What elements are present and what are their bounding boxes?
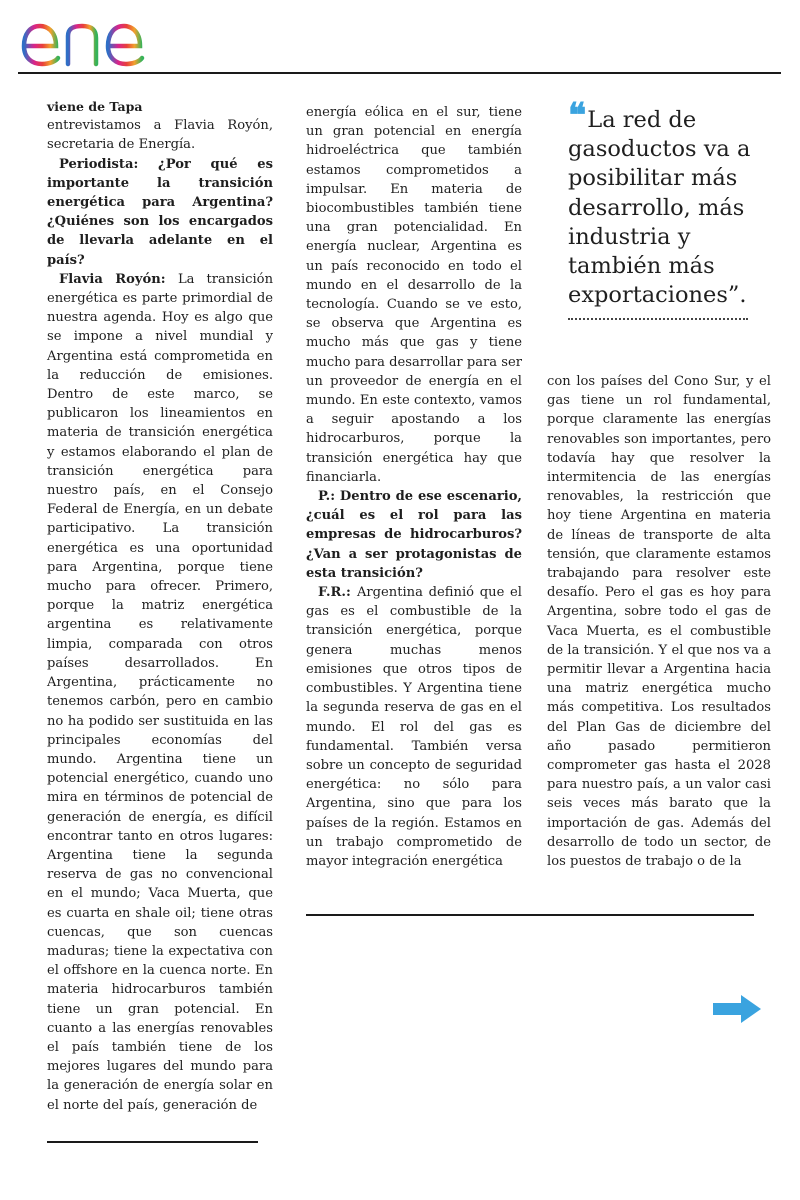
answer-2-paragraph [306, 583, 522, 871]
answer-1-text: La transición energética es parte primordial de nuestra agenda. Hoy es algo que se impone a nivel mundial y Argentina está comprometida en la reducción de emisiones. Dentro de este marco, se publicaron los lineamientos en materia de transición energética y estamos elaborando el plan de transición energética para nuestro país, en el Consejo Federal de Energía, en un debate participativo. La transición energética es una oportunidad para Argentina, porque tiene mucho para ofrecer. Primero, porque la matriz energética argentina es relativamente limpia, comparada con otros países desarrollados. En Argentina, prácticamente no tenemos carbón, pero en cambio no ha podido ser sustituida en las principales economías del mundo. Argentina tiene un potencial energético, cuando uno mira en términos de potencial de generación de energía, es difícil encontrar tanto en otros lugares: Argentina tiene la segunda reserva de gas no convencional en el mundo; Vaca Muerta, que es cuarta en shale oil; tiene otras cuencas, que son cuencas maduras; tiene la expectativa con el offshore en la cuenca norte. En materia hidrocarburos también tiene un gran potencial. En cuanto a las energías renovables el país también tiene de los mejores lugares del mundo para la generación de energía solar en el norte del país, generación de [47, 271, 273, 1113]
pull-quote-dotted-rule [568, 318, 748, 320]
svg-text:enel: enel [16, 6, 19, 7]
article-column-1 [47, 97, 273, 1115]
answer-2-text-cont: con los países del Cono Sur, y el gas tiene un rol fundamental, porque claramente las energías renovables son importantes, pero todavía hay que resolver la intermitencia de las energías renovables, la restricción que hoy tiene Argentina en materia de líneas de transporte de alta tensión, que claramente estamos trabajando para resolver este desafío. Pero el gas es hoy para Argentina, sobre todo el gas de Vaca Muerta, es el combustible de la transición. Y el que nos va a permitir llevar a Argentina hacia una matriz energética mucho más competitiva. Los resultados del Plan Gas de diciembre del año pasado permitieron comprometer gas hasta el 2028 para nuestro país, a un valor casi seis veces más barato que la importación de gas. Además del desarrollo de todo un sector, de los puestos de trabajo o de la [547, 374, 771, 870]
pull-quote [568, 96, 778, 310]
question-1-paragraph [47, 155, 273, 270]
intro-text: entrevistamos a Flavia Royón, secretaria de Energía. [47, 118, 273, 153]
arrow-right-icon[interactable] [711, 994, 763, 1024]
question-1-speaker: Periodista: [59, 156, 159, 172]
question-1-text: ¿Por qué es importante la transición energética para Argentina? ¿Quiénes son los encargados de llevarla adelante en el país? [47, 156, 273, 268]
answer-1-text-cont: energía eólica en el sur, tiene un gran potencial en energía hidroeléctrica que también estamos comprometidos a impulsar. En materia de biocombustibles también tiene una gran potencialidad. En energía nuclear, Argentina es un país reconocido en todo el mundo en el desarrollo de la tecnología. Cuando se ve esto, se observa que Argentina es mucho más que gas y tiene mucho para desarrollar para ser un proveedor de energía en el mundo. En este contexto, vamos a seguir apostando a los hidrocarburos, porque la transición energética hay que financiarla. [306, 105, 522, 485]
column-end-rule [306, 914, 754, 916]
kicker: viene de Tapa [47, 99, 143, 114]
article-column-2 [306, 103, 522, 871]
header-rule [18, 72, 781, 74]
page-bottom-rule [47, 1141, 258, 1143]
question-2-paragraph [306, 487, 522, 583]
pull-quote-text: La red de gasoductos va a posibilitar más desarrollo, más industria y también más exportaciones”. [568, 107, 751, 309]
answer-2-speaker: F.R.: [318, 585, 357, 601]
quote-mark-icon: ❝ [568, 96, 584, 136]
answer-1-speaker: Flavia Royón: [59, 271, 178, 287]
answer-2-paragraph-cont [547, 372, 771, 871]
answer-2-text: Argentina definió que el gas es el combustible de la transición energética, porque genera muchas menos emisiones que otros tipos de combustibles. Y Argentina tiene la segunda reserva de gas en el mundo. El rol del gas es fundamental. También versa sobre un concepto de seguridad energética: no sólo para Argentina, sino que para los países de la región. Estamos en un trabajo comprometido de mayor integración energética [306, 585, 522, 869]
answer-1-paragraph [47, 270, 273, 1115]
question-2-speaker: P.: [318, 489, 340, 505]
question-2-text: Dentro de ese escenario, ¿cuál es el rol para las empresas de hidrocarburos? ¿Van a ser protagonistas de esta transición? [306, 489, 522, 581]
enel-logo [16, 6, 184, 74]
article-column-3 [547, 372, 771, 871]
intro-paragraph [47, 116, 273, 154]
answer-1-paragraph-cont [306, 103, 522, 487]
